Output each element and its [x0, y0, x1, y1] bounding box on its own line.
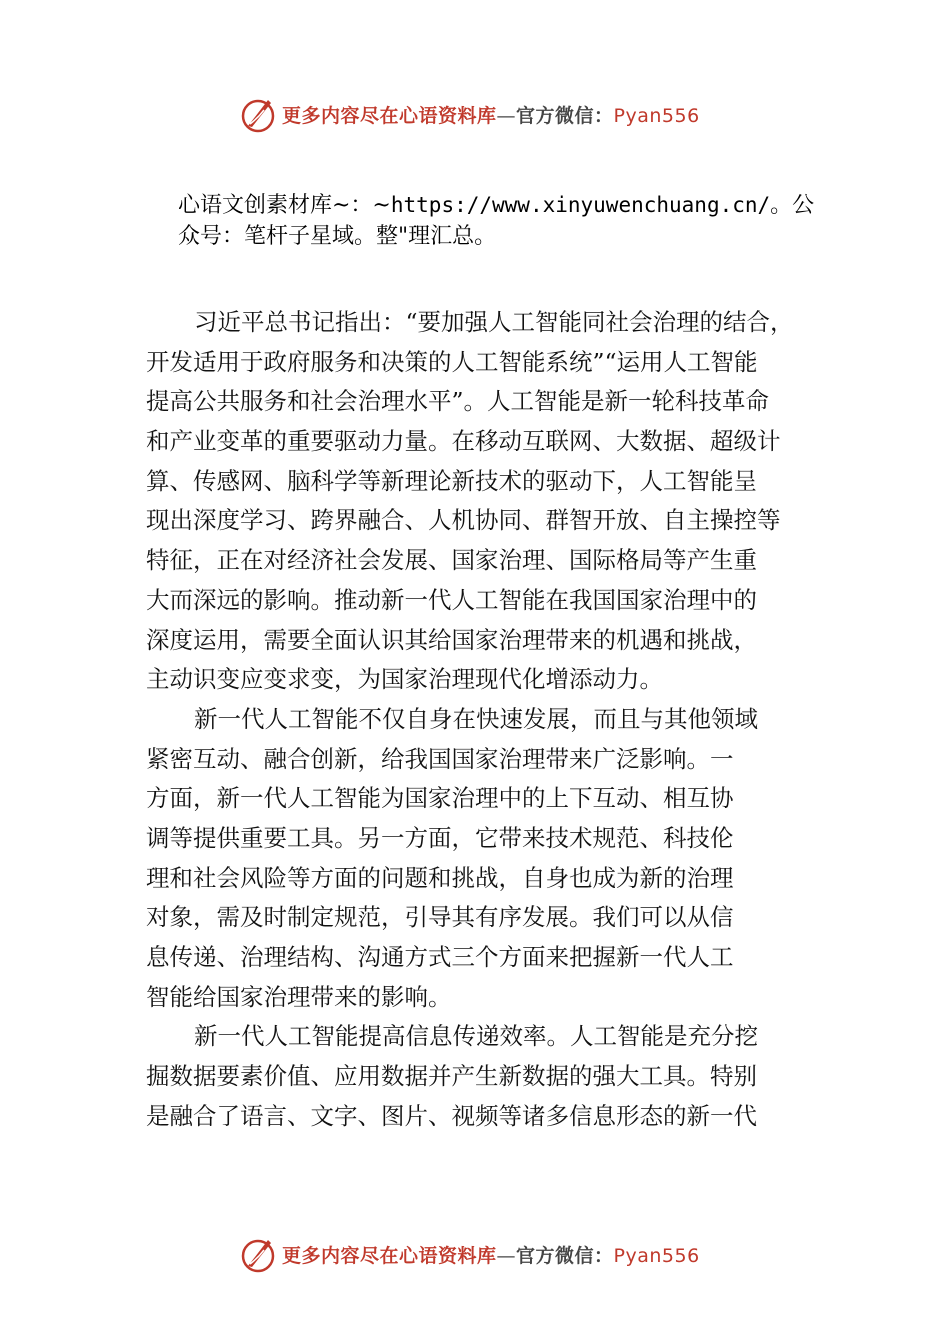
text-line: 掘数据要素价值、应用数据并产生新数据的强大工具。特别	[146, 1062, 757, 1091]
text-line: 和产业变革的重要驱动力量。在移动互联网、大数据、超级计	[146, 427, 781, 456]
source-line-2: 众号：笔杆子星域。整"理汇总。	[178, 224, 497, 249]
footer-banner	[238, 1232, 700, 1276]
text-line: 智能给国家治理带来的影响。	[146, 982, 452, 1011]
quill-pen-logo-icon	[238, 94, 278, 134]
text-line: 主动识变应变求变，为国家治理现代化增添动力。	[146, 665, 663, 694]
banner-wechat-label: 官方微信：	[516, 104, 614, 127]
banner-wechat-id: Pyan556	[613, 1244, 700, 1267]
banner-text	[282, 101, 700, 128]
text-line: 是融合了语言、文字、图片、视频等诸多信息形态的新一代	[146, 1101, 757, 1130]
text-line: 开发适用于政府服务和决策的人工智能系统”“运用人工智能	[146, 347, 758, 376]
text-line: 方面，新一代人工智能为国家治理中的上下互动、相互协	[146, 784, 734, 813]
source-prefix: 心语文创素材库~：~	[178, 193, 391, 218]
banner-dash: —	[496, 1244, 517, 1267]
quill-pen-logo-icon	[238, 1234, 278, 1274]
text-line: 现出深度学习、跨界融合、人机协同、群智开放、自主操控等	[146, 506, 781, 535]
banner-dash: —	[496, 104, 517, 127]
article-body	[146, 303, 836, 1136]
text-line: 理和社会风险等方面的问题和挑战，自身也成为新的治理	[146, 863, 734, 892]
text-line: 特征，正在对经济社会发展、国家治理、国际格局等产生重	[146, 546, 757, 575]
text-line: 新一代人工智能不仅自身在快速发展，而且与其他领域	[194, 704, 758, 733]
text-line: 大而深远的影响。推动新一代人工智能在我国国家治理中的	[146, 585, 757, 614]
banner-wechat-id: Pyan556	[613, 104, 700, 127]
text-line: 算、传感网、脑科学等新理论新技术的驱动下，人工智能呈	[146, 466, 757, 495]
text-line: 深度运用，需要全面认识其给国家治理带来的机遇和挑战，	[146, 625, 757, 654]
text-line: 新一代人工智能提高信息传递效率。人工智能是充分挖	[194, 1022, 758, 1051]
banner-wechat-label: 官方微信：	[516, 1244, 614, 1267]
banner-text	[282, 1241, 700, 1268]
text-line: 紧密互动、融合创新，给我国国家治理带来广泛影响。一	[146, 744, 734, 773]
text-line: 调等提供重要工具。另一方面，它带来技术规范、科技伦	[146, 823, 734, 852]
source-url: https://www.xinyuwenchuang.cn/	[390, 193, 771, 217]
header-banner	[238, 92, 700, 136]
source-suffix: 。公	[770, 193, 815, 218]
text-line: 习近平总书记指出：“要加强人工智能同社会治理的结合，	[194, 308, 794, 336]
source-line-1	[178, 190, 848, 221]
banner-title: 更多内容尽在心语资料库	[282, 1244, 497, 1267]
text-line: 提高公共服务和社会治理水平”。人工智能是新一轮科技革命	[146, 387, 770, 416]
banner-title: 更多内容尽在心语资料库	[282, 104, 497, 127]
text-line: 息传递、治理结构、沟通方式三个方面来把握新一代人工	[146, 943, 734, 971]
source-note	[178, 190, 848, 252]
text-line: 对象，需及时制定规范，引导其有序发展。我们可以从信	[146, 903, 734, 932]
